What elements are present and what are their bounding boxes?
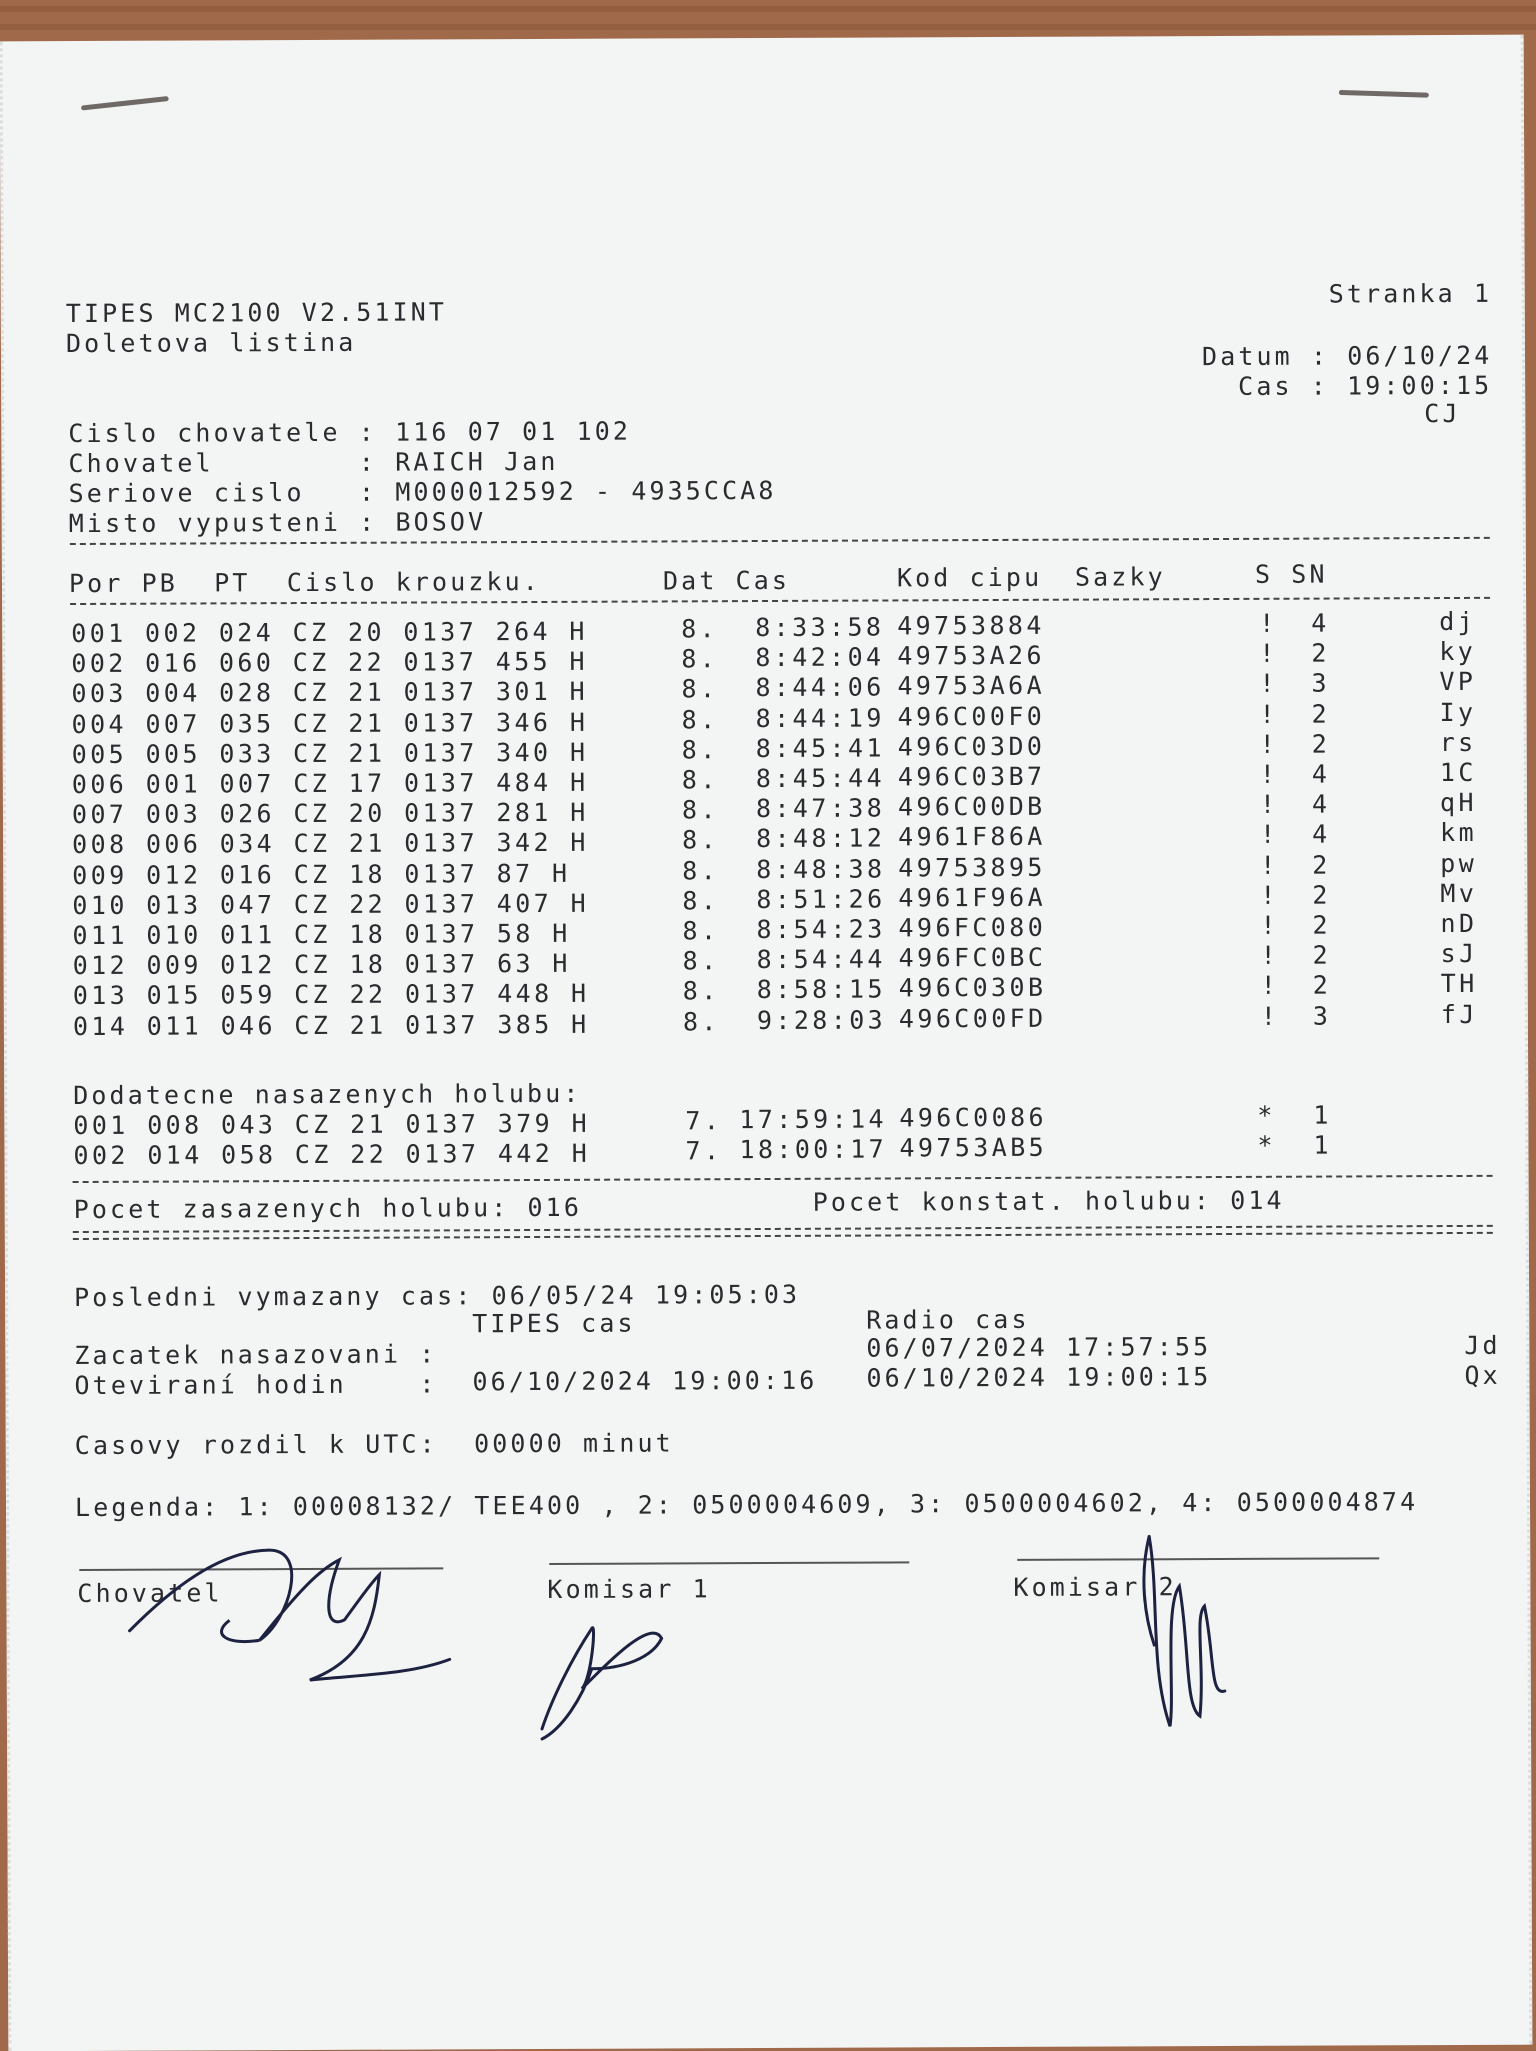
row-day: 8. bbox=[681, 735, 719, 765]
row-code: dj bbox=[1439, 606, 1477, 637]
breeder-name: Chovatel : RAICH Jan bbox=[68, 446, 559, 479]
row-chip-code: 496C03B7 bbox=[897, 761, 1046, 792]
commissioner-1-signature bbox=[521, 1598, 672, 1749]
breeder-signature bbox=[109, 1509, 470, 1711]
row-sn: 4 bbox=[1311, 608, 1330, 638]
row-sn: 4 bbox=[1312, 819, 1331, 850]
row-code: 1C bbox=[1439, 757, 1477, 788]
row-ring-info: 011 010 011 CZ 18 0137 58 H bbox=[72, 918, 571, 951]
row-day: 8. bbox=[682, 855, 720, 885]
row-sn: 4 bbox=[1311, 759, 1331, 789]
row-time: 8:58:15 bbox=[756, 974, 887, 1005]
last-erased-time: Posledni vymazany cas: 06/05/24 19:05:03 bbox=[74, 1279, 801, 1313]
tipes-time-header: TIPES cas bbox=[472, 1308, 636, 1339]
row-sn: 2 bbox=[1312, 940, 1332, 970]
commissioner-2-signature bbox=[1129, 1516, 1240, 1756]
row-status: ! bbox=[1260, 850, 1279, 880]
row-time: 8:45:41 bbox=[755, 733, 885, 763]
row-ring-info: 001 002 024 CZ 20 0137 264 H bbox=[71, 616, 588, 649]
row-ring-info: 010 013 047 CZ 22 0137 407 H bbox=[72, 888, 590, 920]
row-status: ! bbox=[1259, 638, 1278, 669]
row-sn: 4 bbox=[1311, 789, 1331, 819]
legend: Legenda: 1: 00008132/ TEE400 , 2: 0500004609, 3: 0500004602, 4: 0500004874 bbox=[74, 1487, 1419, 1523]
row-sn: 2 bbox=[1312, 880, 1331, 910]
col-header-s-sn: S SN bbox=[1254, 559, 1328, 589]
signature-label-breeder: Chovatel bbox=[77, 1578, 223, 1609]
row-day: 8. bbox=[682, 946, 720, 976]
row-sn: 2 bbox=[1312, 850, 1331, 880]
extra-title: Dodatecne nasazenych holubu: bbox=[73, 1078, 582, 1111]
row-day: 8. bbox=[681, 704, 719, 734]
row-time: 8:33:58 bbox=[755, 612, 885, 643]
row-sn: 3 bbox=[1311, 668, 1330, 699]
col-header-ring: Por PB PT Cislo krouzku. bbox=[68, 566, 541, 599]
clocked-count: Pocet konstat. holubu: 014 bbox=[812, 1185, 1285, 1217]
row-ring-info: 002 016 060 CZ 22 0137 455 H bbox=[71, 646, 589, 679]
divider bbox=[73, 1175, 1493, 1183]
row-status: ! bbox=[1260, 940, 1280, 971]
row-chip-code: 496C00F0 bbox=[897, 701, 1046, 732]
row-time: 8:54:44 bbox=[756, 944, 886, 975]
row-time: 8:48:38 bbox=[756, 854, 886, 884]
row-ring-info: 012 009 012 CZ 18 0137 63 H bbox=[72, 949, 571, 981]
row-time: 8:44:06 bbox=[755, 672, 885, 703]
extra-time: 17:59:14 bbox=[739, 1104, 888, 1135]
row-chip-code: 49753895 bbox=[898, 852, 1046, 883]
row-day: 8. bbox=[682, 916, 720, 946]
row-sn: 2 bbox=[1311, 699, 1331, 729]
row-day: 8. bbox=[682, 885, 720, 916]
row-chip-code: 49753884 bbox=[897, 610, 1045, 641]
extra-day: 7. bbox=[685, 1106, 723, 1136]
row-code: ky bbox=[1439, 637, 1477, 667]
double-divider bbox=[73, 1225, 1493, 1240]
row-status: ! bbox=[1259, 729, 1279, 759]
row-code: fJ bbox=[1440, 999, 1478, 1029]
row-day: 8. bbox=[681, 644, 719, 674]
extra-chip-code: 496C0086 bbox=[899, 1102, 1048, 1133]
row-ring-info: 005 005 033 CZ 21 0137 340 H bbox=[71, 737, 589, 769]
row-chip-code: 4961F86A bbox=[898, 822, 1046, 852]
row-time: 9:28:03 bbox=[756, 1005, 887, 1035]
clock-open-code: Qx bbox=[1464, 1360, 1501, 1390]
printed-sheet bbox=[0, 35, 1532, 2051]
extra-time: 18:00:17 bbox=[739, 1134, 888, 1165]
row-day: 8. bbox=[681, 674, 719, 704]
row-ring-info: 007 003 026 CZ 20 0137 281 H bbox=[71, 797, 589, 830]
row-ring-info: 014 011 046 CZ 21 0137 385 H bbox=[72, 1009, 590, 1041]
clock-open-radio: 06/10/2024 19:00:15 bbox=[866, 1362, 1212, 1393]
row-chip-code: 496FC080 bbox=[898, 912, 1047, 943]
row-ring-info: 003 004 028 CZ 21 0137 301 H bbox=[71, 677, 589, 709]
extra-day: 7. bbox=[685, 1136, 723, 1166]
extra-ring-info: 001 008 043 CZ 21 0137 379 H bbox=[73, 1108, 591, 1141]
row-status: ! bbox=[1259, 608, 1278, 638]
col-header-bets: Sazky bbox=[1074, 562, 1166, 592]
row-chip-code: 496C00FD bbox=[898, 1003, 1047, 1034]
row-ring-info: 008 006 034 CZ 21 0137 342 H bbox=[72, 828, 589, 860]
row-time: 8:51:26 bbox=[756, 884, 886, 914]
row-sn: 2 bbox=[1311, 729, 1331, 759]
row-day: 8. bbox=[681, 765, 719, 795]
row-time: 8:45:44 bbox=[755, 763, 886, 794]
row-time: 8:44:19 bbox=[755, 703, 885, 733]
header-code: CJ bbox=[1424, 398, 1461, 429]
row-time: 8:47:38 bbox=[755, 793, 886, 824]
release-place: Misto vypusteni : BOSOV bbox=[68, 507, 487, 539]
col-header-datcas: Dat Cas bbox=[662, 565, 791, 596]
row-code: sJ bbox=[1440, 939, 1478, 969]
row-chip-code: 49753A6A bbox=[897, 671, 1046, 701]
utc-offset: Casovy rozdil k UTC: 00000 minut bbox=[74, 1428, 674, 1461]
start-basketing-radio: 06/07/2024 17:57:55 bbox=[866, 1332, 1212, 1363]
col-header-chip: Kod cipu bbox=[896, 562, 1043, 593]
start-basketing-code: Jd bbox=[1464, 1330, 1501, 1360]
row-chip-code: 496C03D0 bbox=[897, 731, 1046, 762]
row-day: 8. bbox=[682, 976, 720, 1006]
document-title: Doletova listina bbox=[65, 327, 357, 359]
row-ring-info: 013 015 059 CZ 22 0137 448 H bbox=[72, 979, 590, 1011]
row-code: qH bbox=[1439, 788, 1477, 818]
row-code: nD bbox=[1440, 908, 1478, 939]
extra-chip-code: 49753AB5 bbox=[899, 1132, 1048, 1163]
clock-open-label: Oteviraní hodin : bbox=[74, 1369, 438, 1401]
row-code: Mv bbox=[1440, 878, 1478, 908]
row-status: ! bbox=[1259, 669, 1278, 699]
radio-time-header: Radio cas bbox=[866, 1304, 1030, 1335]
print-time: Cas : 19:00:15 bbox=[1238, 370, 1493, 401]
row-code: rs bbox=[1439, 727, 1477, 757]
row-code: VP bbox=[1439, 667, 1477, 697]
signature-line-commissioner-1 bbox=[549, 1561, 909, 1565]
row-chip-code: 496C030B bbox=[898, 973, 1047, 1003]
row-chip-code: 496FC0BC bbox=[898, 942, 1047, 973]
print-date: Datum : 06/10/24 bbox=[1201, 340, 1493, 372]
row-sn: 3 bbox=[1312, 1001, 1332, 1031]
row-status: ! bbox=[1260, 820, 1279, 850]
row-chip-code: 4961F96A bbox=[898, 882, 1047, 913]
signature-label-commissioner-1: Komisar 1 bbox=[547, 1574, 711, 1604]
row-day: 8. bbox=[682, 825, 720, 855]
row-code: km bbox=[1440, 818, 1478, 848]
row-sn: 2 bbox=[1311, 638, 1330, 668]
staple-left bbox=[81, 96, 169, 111]
row-status: ! bbox=[1259, 759, 1279, 789]
extra-sn: 1 bbox=[1313, 1100, 1332, 1130]
row-status: ! bbox=[1259, 789, 1279, 820]
row-ring-info: 004 007 035 CZ 21 0137 346 H bbox=[71, 707, 589, 739]
extra-sn: 1 bbox=[1313, 1130, 1332, 1160]
row-code: pw bbox=[1440, 848, 1478, 878]
row-time: 8:48:12 bbox=[756, 823, 886, 854]
row-time: 8:54:23 bbox=[756, 914, 886, 945]
row-code: Iy bbox=[1439, 697, 1477, 727]
clock-open-tipes: 06/10/2024 19:00:16 bbox=[472, 1365, 818, 1397]
signature-label-commissioner-2: Komisar 2 bbox=[1013, 1572, 1177, 1602]
row-chip-code: 496C00DB bbox=[897, 791, 1046, 822]
row-ring-info: 009 012 016 CZ 18 0137 87 H bbox=[72, 858, 571, 890]
row-status: ! bbox=[1260, 971, 1280, 1001]
row-status: ! bbox=[1260, 880, 1279, 910]
row-status: ! bbox=[1260, 910, 1280, 940]
breeder-number: Cislo chovatele : 116 07 01 102 bbox=[68, 416, 632, 449]
row-time: 8:42:04 bbox=[755, 642, 885, 673]
row-sn: 2 bbox=[1312, 970, 1332, 1001]
entered-count: Pocet zasazenych holubu: 016 bbox=[73, 1192, 583, 1225]
extra-status: * bbox=[1257, 1100, 1276, 1130]
page-number: Stranka 1 bbox=[1328, 278, 1493, 309]
start-basketing-label: Zacatek nasazovani : bbox=[74, 1339, 438, 1371]
staple-right bbox=[1339, 90, 1429, 98]
row-ring-info: 006 001 007 CZ 17 0137 484 H bbox=[71, 767, 589, 800]
row-code: TH bbox=[1440, 969, 1478, 999]
serial-number: Seriove cislo : M000012592 - 4935CCA8 bbox=[68, 475, 777, 509]
extra-status: * bbox=[1257, 1130, 1276, 1160]
row-day: 8. bbox=[681, 795, 719, 825]
row-status: ! bbox=[1259, 699, 1279, 729]
row-chip-code: 49753A26 bbox=[897, 640, 1045, 671]
extra-ring-info: 002 014 058 CZ 22 0137 442 H bbox=[73, 1138, 591, 1171]
row-status: ! bbox=[1260, 1001, 1280, 1031]
row-sn: 2 bbox=[1312, 910, 1332, 940]
row-day: 8. bbox=[682, 1006, 720, 1036]
row-day: 8. bbox=[681, 614, 719, 644]
program-name: TIPES MC2100 V2.51INT bbox=[65, 297, 448, 329]
